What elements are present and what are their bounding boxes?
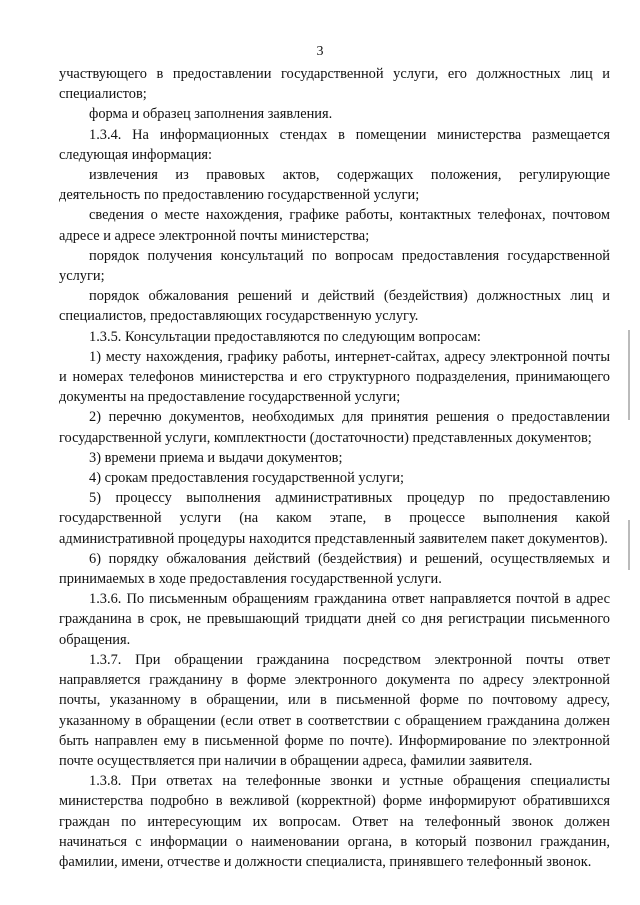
scan-edge-mark — [628, 520, 630, 570]
paragraph-13: 5) процессу выполнения административных процедур по предоставлению государственной услуги (на каком этапе, в процессе выполнения какой административной процедуры находится представленный заявителем пакет документов). — [59, 490, 610, 547]
paragraph-12: 4) срокам предоставления государственной услуги; — [89, 470, 404, 487]
paragraph-16: 1.3.7. При обращении гражданина посредством электронной почты ответ направляется гражданину в форме электронного документа по адресу электронной почты, указанному в обращении, или в письменной форме по почтовому адресу, указанному в обращении (если ответ в соответствии с обращением гражданина должен быть направлен ему в письменной форме по почте). Информирование по электронной почте осуществляется при наличии в обращении адреса, фамилии заявителя. — [59, 651, 610, 769]
paragraph-9: 1) месту нахождения, графику работы, интернет-сайтах, адресу электронной почты и номерах телефонов министерства и его структурного подразделения, принимающего документы на предоставление государственной услуги; — [59, 348, 610, 406]
paragraph-6: порядок получения консультаций по вопросам предоставления государственной услуги; — [59, 247, 610, 285]
paragraph-2: форма и образец заполнения заявления. — [89, 106, 333, 123]
scan-edge-mark — [628, 330, 630, 420]
paragraph-10: 2) перечню документов, необходимых для принятия решения о предоставлении государственной услуги, комплектности (достаточности) представленных документов; — [59, 409, 610, 446]
paragraph-14: 6) порядку обжалования действий (бездействия) и решений, осуществляемых и принимаемых в ходе предоставления государственной услуги. — [59, 550, 610, 588]
paragraph-3: 1.3.4. На информационных стендах в помещении министерства размещается следующая информация: — [59, 126, 610, 163]
paragraph-15: 1.3.6. По письменным обращениям гражданина ответ направляется почтой в адрес гражданина в срок, не превышающий тридцати дней со дня регистрации письменного обращения. — [59, 591, 610, 648]
page-number: 3 — [316, 44, 324, 59]
paragraph-17: 1.3.8. При ответах на телефонные звонки и устные обращения специалисты министерства подробно в вежливой (корректной) форме информируют обратившихся граждан по интересующим их вопросам. Ответ на телефонный звонок должен начинаться с информации о наименовании органа, в который позвонил гражданин, фамилии, имени, отчестве и должности специалиста, принявшего телефонный звонок. — [59, 773, 610, 870]
paragraph-1: участвующего в предоставлении государственной услуги, его должностных лиц и специалистов; — [59, 66, 610, 103]
paragraph-7: порядок обжалования решений и действий (бездействия) должностных лиц и специалистов, предоставляющих государственную услугу. — [59, 288, 610, 325]
paragraph-4: извлечения из правовых актов, содержащих положения, регулирующие деятельность по предоставлению государственной услуги; — [59, 167, 610, 204]
paragraph-11: 3) времени приема и выдачи документов; — [89, 449, 343, 466]
paragraph-8: 1.3.5. Консультации предоставляются по следующим вопросам: — [89, 328, 481, 345]
document-body — [59, 64, 610, 872]
paragraph-5: сведения о месте нахождения, графике работы, контактных телефонах, почтовом адресе и адресе электронной почты министерства; — [59, 207, 610, 244]
